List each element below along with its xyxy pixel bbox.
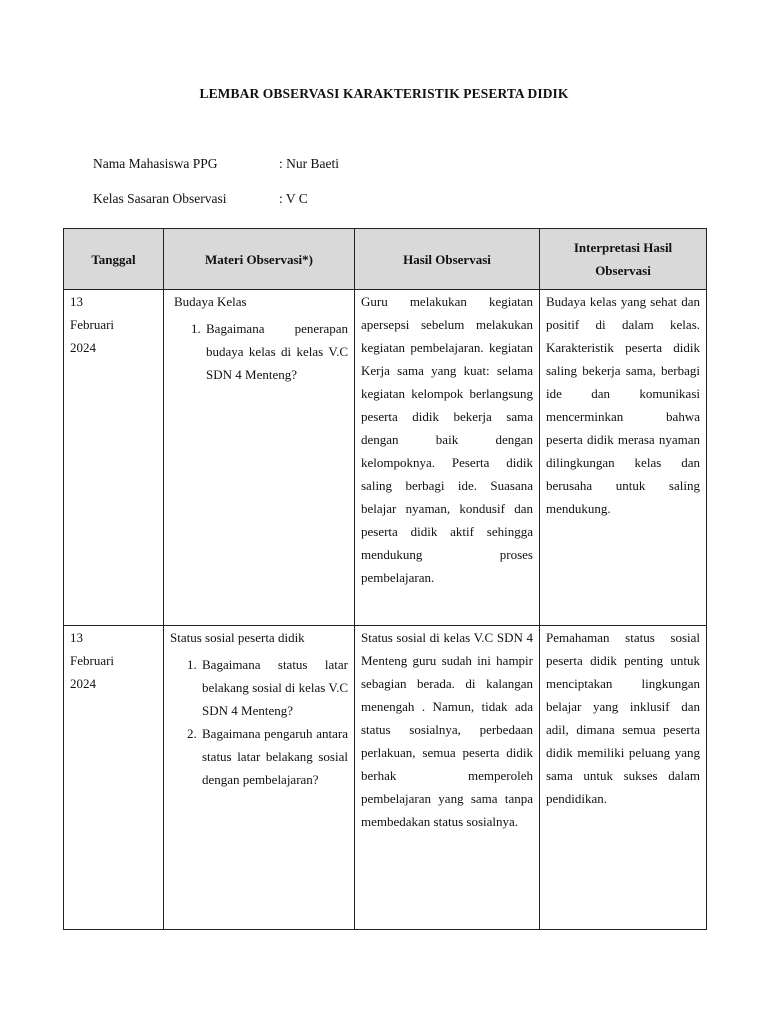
cell-materi xyxy=(164,290,355,626)
list-item: 1. Bagaimana status latar belakang sosial di kelas V.C SDN 4 Menteng? xyxy=(200,653,348,722)
cell-interpretasi xyxy=(540,290,707,626)
cell-tanggal xyxy=(64,290,164,626)
hasil-text: Guru melakukan kegiatan apersepsi sebelum melakukan kegiatan pembelajaran. kegiatan Kerja sama yang kuat: selama kegiatan kelompok berlangsung peserta didik bekerja sama dengan baik dengan kelompoknya. Peserta didik saling berbagi ide. Suasana belajar nyaman, kondusif dan peserta didik aktif sehingga mendukung proses pembelajaran. xyxy=(361,294,533,585)
header-tanggal: Tanggal xyxy=(64,229,164,290)
table-row xyxy=(64,626,707,930)
table-header-row xyxy=(64,229,707,290)
cell-materi xyxy=(164,626,355,930)
cell-interpretasi xyxy=(540,626,707,930)
header-interpretasi xyxy=(540,229,707,290)
materi-list xyxy=(174,317,348,386)
cell-hasil xyxy=(355,290,540,626)
target-class-label: Kelas Sasaran Observasi xyxy=(93,191,227,206)
table-row xyxy=(64,290,707,626)
materi-title: Status sosial peserta didik xyxy=(170,630,305,645)
list-item: 1. Bagaimana penerapan budaya kelas di kelas V.C SDN 4 Menteng? xyxy=(204,317,348,386)
interpretasi-text: Budaya kelas yang sehat dan positif di dalam kelas. Karakteristik peserta didik saling bekerja sama, berbagi ide dan komunikasi mencerminkan bahwa peserta didik merasa nyaman dilingkungan kelas dan berusaha untuk saling mendukung. xyxy=(546,294,700,516)
target-class-value: : V C xyxy=(279,191,308,206)
materi-title: Budaya Kelas xyxy=(174,294,247,309)
cell-hasil xyxy=(355,626,540,930)
interpretasi-text: Pemahaman status sosial peserta didik penting untuk menciptakan lingkungan belajar yang inklusif dan adil, dimana semua peserta didik memiliki peluang yang sama untuk sukses dalam pendidikan. xyxy=(546,630,700,806)
date-text: 13 Februari 2024 xyxy=(70,294,115,355)
header-hasil: Hasil Observasi xyxy=(355,229,540,290)
observation-table xyxy=(63,228,707,930)
document-title: LEMBAR OBSERVASI KARAKTERISTIK PESERTA DIDIK xyxy=(199,86,569,101)
student-name-line xyxy=(93,156,339,172)
student-name-value: : Nur Baeti xyxy=(279,156,339,171)
student-name-label: Nama Mahasiswa PPG xyxy=(93,156,218,171)
header-interpretasi-text: Interpretasi Hasil Observasi xyxy=(573,240,673,278)
hasil-text: Status sosial di kelas V.C SDN 4 Menteng guru sudah ini hampir sebagian berada. di kalangan menengah . Namun, tidak ada status sosialnya, perbedaan perlakuan, semua peserta didik berhak memperoleh pembelajaran yang sama tanpa membedakan status sosialnya. xyxy=(361,630,533,829)
materi-list xyxy=(170,653,348,791)
cell-tanggal xyxy=(64,626,164,930)
date-text: 13 Februari 2024 xyxy=(70,630,115,691)
header-materi: Materi Observasi*) xyxy=(164,229,355,290)
list-item: 2. Bagaimana pengaruh antara status latar belakang sosial dengan pembelajaran? xyxy=(200,722,348,791)
target-class-line xyxy=(93,191,308,207)
